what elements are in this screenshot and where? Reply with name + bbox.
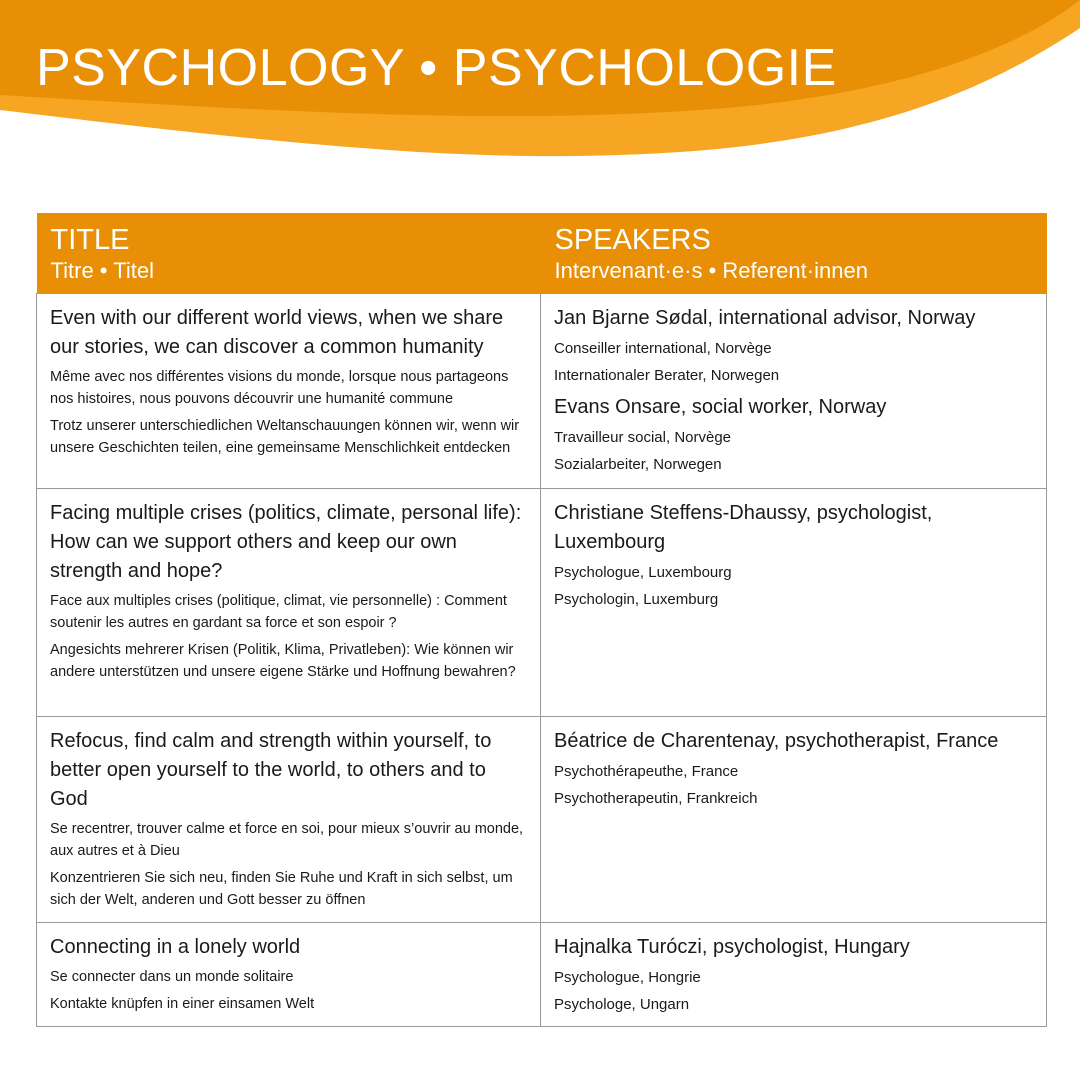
session-title-de: Kontakte knüpfen in einer einsamen Welt [50, 996, 315, 1012]
column-header-title-sub: Titre • Titel [50, 258, 154, 283]
session-title-cell [37, 294, 541, 489]
speaker [554, 304, 1032, 389]
sessions-table [36, 213, 1047, 1027]
speaker-role-fr: Psychologue, Hongrie [554, 969, 701, 986]
speaker-role-de: Sozialarbeiter, Norwegen [554, 456, 722, 473]
speaker-role-de: Psychotherapeutin, Frankreich [554, 790, 758, 807]
session-speakers-cell [541, 294, 1047, 489]
session-speakers-cell [541, 923, 1047, 1027]
column-header-speakers-main: SPEAKERS [554, 224, 711, 256]
speaker-name: Jan Bjarne Sødal, international advisor, Norway [554, 307, 976, 329]
speaker-name: Evans Onsare, social worker, Norway [554, 396, 887, 418]
speaker-role-de: Psychologe, Ungarn [554, 996, 690, 1013]
speaker-role-fr: Conseiller international, Norvège [554, 340, 772, 357]
session-title-cell [37, 717, 541, 923]
column-header-title [37, 213, 541, 294]
page-title: PSYCHOLOGY • PSYCHOLOGIE [36, 39, 837, 97]
table-row [37, 294, 1047, 489]
speaker-role-fr: Psychothérapeuthe, France [554, 763, 739, 780]
speaker [554, 499, 1032, 613]
session-title-fr: Se recentrer, trouver calme et force en soi, pour mieux s’ouvrir au monde, aux autres et à Dieu [50, 821, 524, 859]
session-title-cell [37, 923, 541, 1027]
session-title-cell [37, 489, 541, 717]
speaker-name: Christiane Steffens-Dhaussy, psychologist, Luxembourg [554, 502, 933, 553]
session-title-de: Angesichts mehrerer Krisen (Politik, Klima, Privatleben): Wie können wir andere unterstützen und unsere eigene Stärke und Hoffnung bewahren? [50, 642, 516, 680]
speaker-role-fr: Travailleur social, Norvège [554, 429, 732, 446]
session-title-de: Konzentrieren Sie sich neu, finden Sie Ruhe und Kraft in sich selbst, um sich der Welt, anderen und Gott besser zu öffnen [50, 870, 513, 908]
speaker [554, 933, 1032, 1018]
speaker-role-de: Psychologin, Luxemburg [554, 591, 719, 608]
speaker-name: Béatrice de Charentenay, psychotherapist, France [554, 730, 999, 752]
session-title-en: Facing multiple crises (politics, climate, personal life): How can we support others and keep our own strength and hope? [50, 502, 522, 582]
table-row [37, 717, 1047, 923]
session-title-en: Even with our different world views, when we share our stories, we can discover a common humanity [50, 307, 504, 358]
column-header-speakers [541, 213, 1047, 294]
speaker-role-de: Internationaler Berater, Norwegen [554, 367, 780, 384]
speaker-name: Hajnalka Turóczi, psychologist, Hungary [554, 936, 910, 958]
table-row [37, 923, 1047, 1027]
session-title-fr: Face aux multiples crises (politique, climat, vie personnelle) : Comment soutenir les autres en gardant sa force et son espoir ? [50, 593, 507, 631]
column-header-title-main: TITLE [50, 224, 130, 256]
speaker [554, 727, 1032, 812]
speaker-role-fr: Psychologue, Luxembourg [554, 564, 732, 581]
session-speakers-cell [541, 717, 1047, 923]
session-title-en: Refocus, find calm and strength within yourself, to better open yourself to the world, to others and to God [50, 730, 492, 810]
table-row [37, 489, 1047, 717]
session-title-en: Connecting in a lonely world [50, 936, 301, 958]
session-speakers-cell [541, 489, 1047, 717]
session-title-de: Trotz unserer unterschiedlichen Weltanschauungen können wir, wenn wir unsere Geschichten teilen, eine gemeinsame Menschlichkeit entdecken [50, 418, 520, 456]
table-header-row [37, 213, 1047, 294]
session-title-fr: Même avec nos différentes visions du monde, lorsque nous partageons nos histoires, nous pouvons découvrir une humanité commune [50, 369, 509, 407]
session-title-fr: Se connecter dans un monde solitaire [50, 969, 294, 985]
speaker [554, 393, 1032, 478]
column-header-speakers-sub: Intervenant·e·s • Referent·innen [554, 258, 868, 283]
